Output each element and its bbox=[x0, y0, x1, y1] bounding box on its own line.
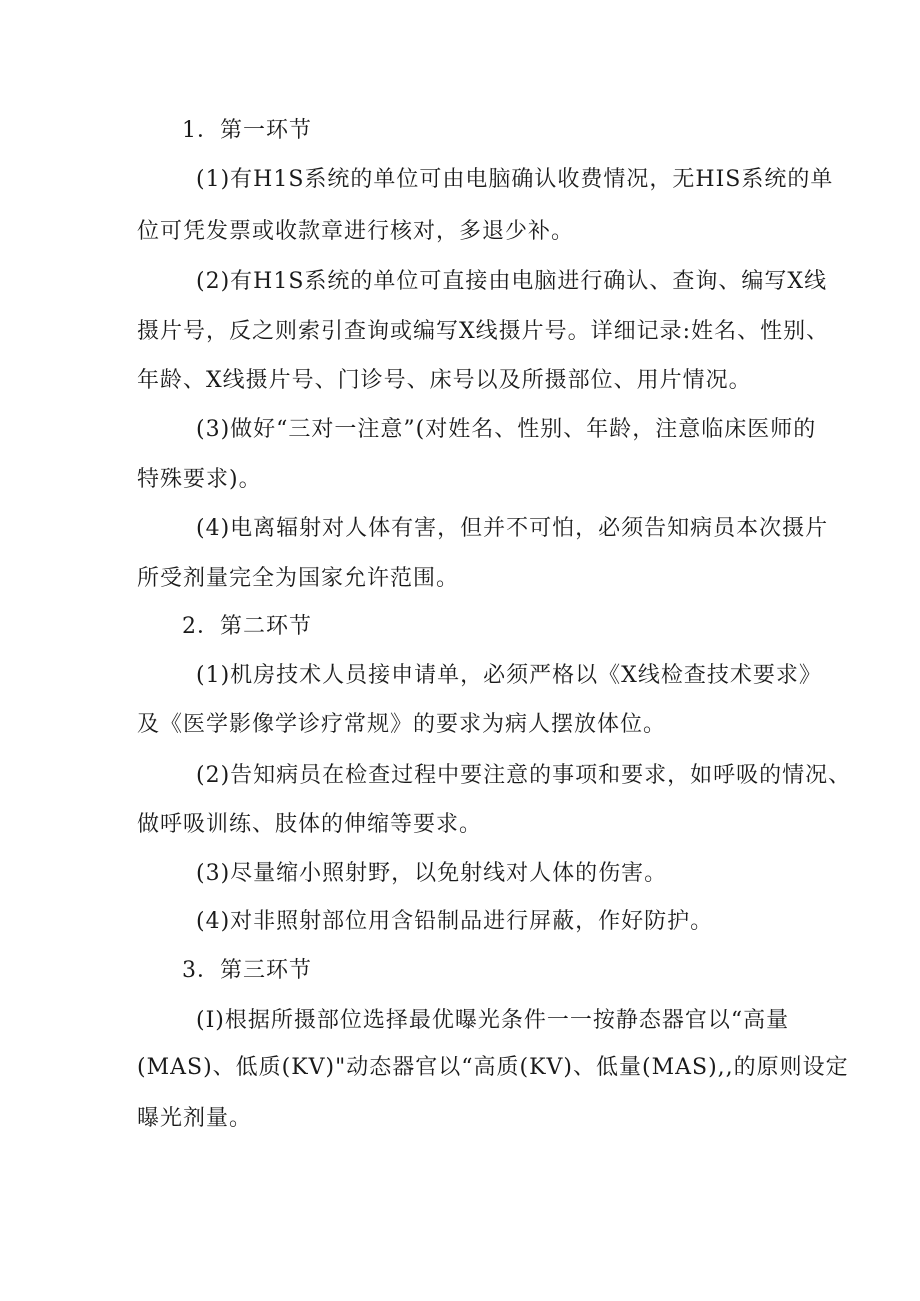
paragraph-line: 及《医学影像学诊疗常规》的要求为病人摆放体位。 bbox=[137, 712, 667, 737]
paragraph-line: (MAS)、低质(KV)"动态器官以“高质(KV)、低量(MAS),,的原则设定 bbox=[137, 1055, 849, 1080]
paragraph-line: (3)做好“三对一注意”(对姓名、性别、年龄，注意临床医师的 bbox=[196, 417, 817, 442]
paragraph-line: (I)根据所摄部位选择最优曝光条件一一按静态器官以“高量 bbox=[196, 1008, 790, 1033]
paragraph-line: 摄片号，反之则索引查询或编写X线摄片号。详细记录:姓名、性别、 bbox=[137, 319, 830, 344]
paragraph-line: (1)机房技术人员接申请单，必须严格以《X线检查技术要求》 bbox=[196, 663, 822, 688]
section-heading-1: 1．第一环节 bbox=[182, 118, 312, 143]
paragraph-line: 位可凭发票或收款章进行核对，多退少补。 bbox=[137, 219, 575, 244]
section-heading-3: 3．第三环节 bbox=[182, 958, 312, 983]
paragraph-line: (2)有H1S系统的单位可直接由电脑进行确认、查询、编写X线 bbox=[196, 269, 828, 294]
paragraph-line: 年龄、X线摄片号、门诊号、床号以及所摄部位、用片情况。 bbox=[137, 368, 752, 393]
paragraph-line: (3)尽量缩小照射野，以免射线对人体的伤害。 bbox=[196, 861, 668, 886]
section-heading-2: 2．第二环节 bbox=[182, 614, 312, 639]
paragraph-line: (2)告知病员在检查过程中要注意的事项和要求，如呼吸的情况、 bbox=[196, 763, 852, 788]
paragraph-line: (1)有H1S系统的单位可由电脑确认收费情况，无HIS系统的单 bbox=[196, 167, 834, 192]
paragraph-line: 特殊要求)。 bbox=[137, 467, 262, 492]
paragraph-line: (4)电离辐射对人体有害，但并不可怕，必须告知病员本次摄片 bbox=[196, 516, 829, 541]
paragraph-line: (4)对非照射部位用含铅制品进行屏蔽，作好防护。 bbox=[196, 909, 714, 934]
paragraph-line: 所受剂量完全为国家允许范围。 bbox=[137, 566, 460, 591]
paragraph-line: 曝光剂量。 bbox=[137, 1106, 253, 1131]
paragraph-line: 做呼吸训练、肢体的伸缩等要求。 bbox=[137, 812, 483, 837]
